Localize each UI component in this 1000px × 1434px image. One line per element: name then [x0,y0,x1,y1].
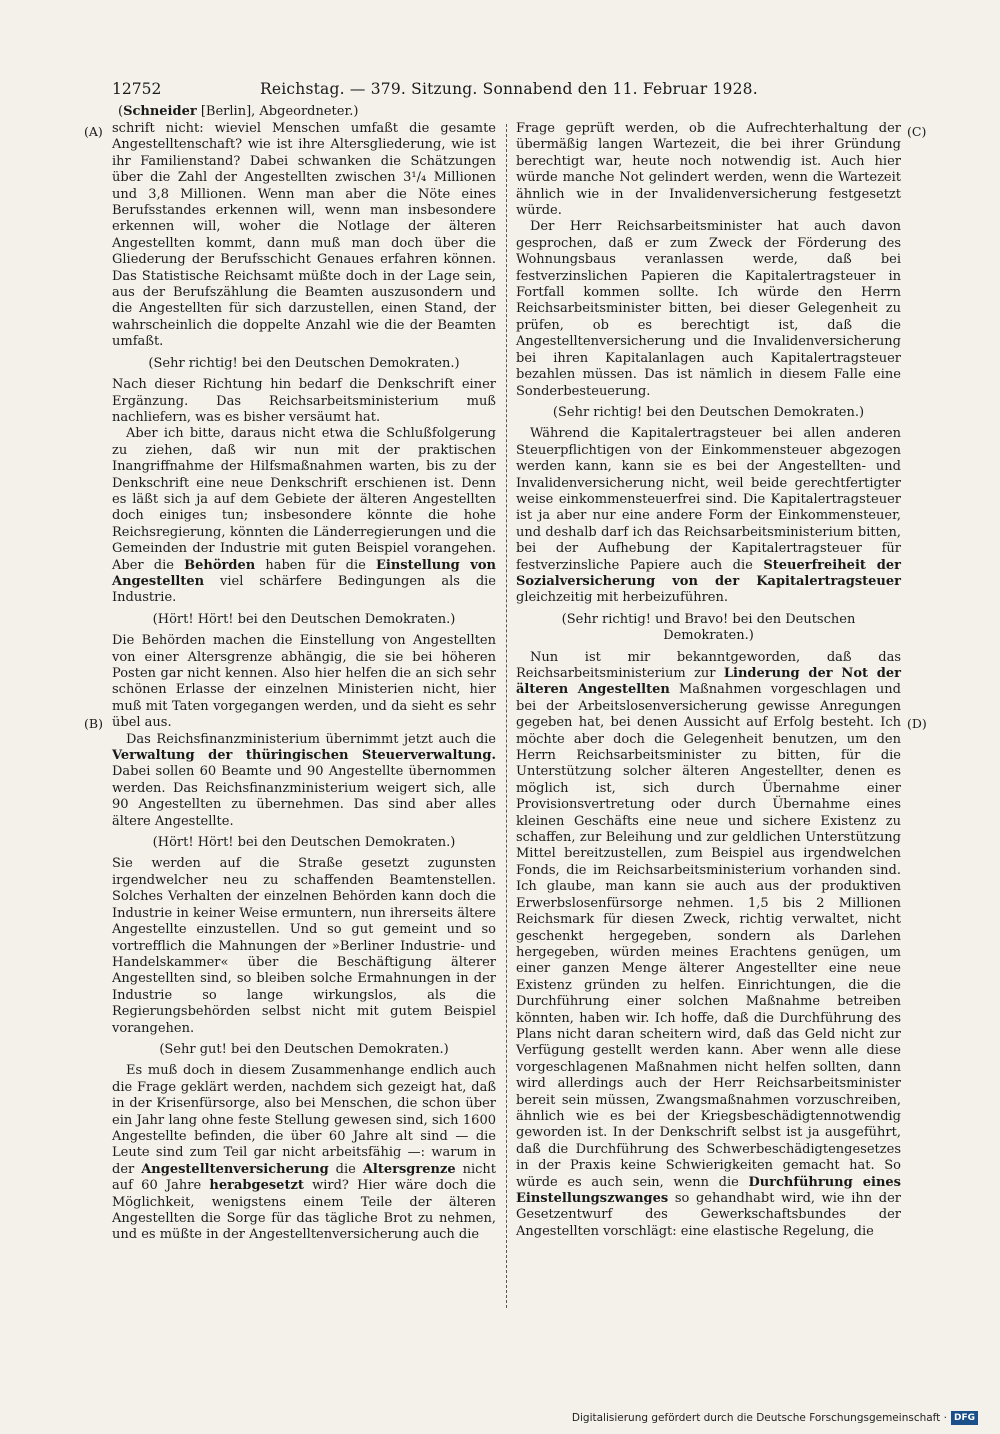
paragraph: Während die Kapitalertragsteuer bei allen anderen Steuerpflichtigen von der Einkommensteuer abgezogen werden kann, kann sie es bei der Angestellten- und Invalidenversicherung nicht, weil beide gerechtfertigter weise einkommensteuerfrei sind. Die Kapitalertragsteuer ist ja aber nur eine andere Form der Einkommensteuer, und deshalb darf ich das Reichsarbeitsministerium bitten, bei der Aufhebung der Kapitalertragsteuer für festverzinsliche Papiere auch die Steuerfreiheit der Sozialversicherung von der Kapitalertragsteuer gleichzeitig mit herbeizuführen. [516,426,901,606]
paragraph: Das Reichsfinanzministerium übernimmt jetzt auch die Verwaltung der thüringischen Steuerverwaltung. Dabei sollen 60 Beamte und 90 Angestellte übernommen werden. Das Reichsfinanzministerium weigert sich, alle 90 Angestellten zu übernehmen. Das sind aber alles ältere Angestellte. [112,731,496,829]
paragraph: Es muß doch in diesem Zusammenhange endlich auch die Frage geklärt werden, nachdem sich gezeigt hat, daß in der Krisenfürsorge, also bei Menschen, die schon über ein Jahr lang ohne feste Stellung gewesen sind, sich 1600 Angestellte befinden, die über 60 Jahre alt sind — die Leute sind zum Teil gar nicht arbeitsfähig —: warum in der Angestelltenversicherung die Altersgrenze nicht auf 60 Jahre herabgesetzt wird? Hier wäre doch die Möglichkeit, wenigstens einem Teile der älteren Angestellten die Sorge für das tägliche Brot zu nehmen, und es müßte in der Angestelltenversicherung auch die [112,1063,496,1243]
margin-marker-c: (C) [907,124,927,139]
speaker-affiliation: [Berlin], Abgeordneter.) [196,104,359,119]
paragraph: schrift nicht: wieviel Menschen umfaßt die gesamte Angestelltenschaft? wie ist ihre Altersgliederung, wie ist ihr Familienstand? Dabei schwanken die Schätzungen über die Zahl der Angestellten zwischen 3¹/₄ Millionen und 3,8 Millionen. Wenn man aber die Nöte eines Berufsstandes erkennen will, wenn man insbesondere erkennen will, woher die Notlage der älteren Angestellten kommt, dann muß man doch über die Gliederung der Berufsschicht Genaues erfahren können. Das Statistische Reichsamt müßte doch in der Lage sein, aus der Berufszählung die Beamten auszusondern und die Angestellten für sich darzustellen, einen Stand, der wahrscheinlich die doppelte Anzahl wie die der Beamten umfaßt. [112,121,496,350]
speaker-line: (Schneider [Berlin], Abgeordneter.) [118,104,359,119]
paragraph: Frage geprüft werden, ob die Aufrechterhaltung der übermäßig langen Wartezeit, die bei ihrer Gründung berechtigt war, heute noch notwendig ist. Auch hier würde manche Not gelindert werden, wenn die Wartezeit ähnlich wie in der Invalidenversicherung festgesetzt würde. [516,121,901,219]
left-column [112,121,496,1244]
dfg-logo: DFG [951,1411,978,1425]
paragraph: Nach dieser Richtung hin bedarf die Denkschrift einer Ergänzung. Das Reichsarbeitsministerium muß nachliefern, was es bisher versäumt hat. [112,377,496,425]
right-column [516,121,901,1240]
paragraph: Der Herr Reichsarbeitsminister hat auch davon gesprochen, daß er zum Zweck der Förderung des Wohnungsbaus veranlassen werde, daß bei festverzinslichen Papieren die Kapitalertragsteuer in Fortfall kommen sollte. Ich würde den Herrn Reichsarbeitsminister bitten, bei dieser Gelegenheit zu prüfen, ob es berechtigt ist, daß die Angestelltenversicherung und die Invalidenversicherung bei ihren Kapitalanlagen auch Kapitalertragsteuer bezahlen müssen. Das ist nämlich in diesem Falle eine Sonderbesteuerung. [516,219,901,399]
footer-credit: Digitalisierung gefördert durch die Deutsche Forschungsgemeinschaft · [571,1412,947,1424]
margin-marker-b: (B) [84,716,103,731]
page-number: 12752 [112,80,162,98]
interjection: (Sehr gut! bei den Deutschen Demokraten.) [159,1041,449,1057]
page-header [112,78,900,100]
interjection: (Sehr richtig! bei den Deutschen Demokraten.) [148,355,460,371]
paragraph: Die Behörden machen die Einstellung von Angestellten von einer Altersgrenze abhängig, die sie bei höheren Posten gar nicht kennen. Also hier helfen die an sich sehr schönen Erlasse der einzelnen Ministerien nicht, hier muß mit Taten vorgegangen werden, und da sieht es sehr übel aus. [112,633,496,731]
interjection: (Hört! Hört! bei den Deutschen Demokraten.) [152,835,456,851]
column-divider [506,124,507,1308]
paragraph: Sie werden auf die Straße gesetzt zugunsten irgendwelcher neu zu schaffenden Beamtenstellen. Solches Verhalten der einzelnen Behörden kann doch die Industrie in keiner Weise ermuntern, nun ihrerseits ältere Angestellte einzustellen. Und so gut gemeint und so vortrefflich die Mahnungen der »Berliner Industrie- und Handelskammer« über die Beschäftigung älterer Angestellten sind, so bleiben solche Ermahnungen in der Industrie so lange wirkungslos, als die Regierungsbehörden selbst nicht mit gutem Beispiel vorangehen. [112,856,496,1036]
interjection: (Hört! Hört! bei den Deutschen Demokraten.) [152,611,456,627]
interjection: (Sehr richtig! bei den Deutschen Demokraten.) [552,404,865,420]
running-title: Reichstag. — 379. Sitzung. Sonnabend den 11. Februar 1928. [260,80,758,98]
margin-marker-d: (D) [907,716,927,731]
margin-marker-a: (A) [84,124,103,139]
digitization-footer [572,1410,978,1426]
interjection: (Sehr richtig! und Bravo! bei den Deutschen Demokraten.) [561,611,856,644]
speaker-name: Schneider [123,104,197,119]
paragraph: Aber ich bitte, daraus nicht etwa die Schlußfolgerung zu ziehen, daß wir nun mit der praktischen Inangriffnahme der Hilfsmaßnahmen warten, bis zu der Denkschrift eine neue Denkschrift erschienen ist. Denn es läßt sich ja auf dem Gebiete der älteren Angestellten doch einiges tun; insbesondere könnte die hohe Reichsregierung, könnten die Länderregierungen und die Gemeinden der Industrie mit guten Beispiel vorangehen. Aber die Behörden haben für die Einstellung von Angestellten viel schärfere Bedingungen als die Industrie. [112,426,496,606]
paragraph: Nun ist mir bekanntgeworden, daß das Reichsarbeitsministerium zur Linderung der Not der älteren Angestellten Maßnahmen vorgeschlagen und bei der Arbeitslosenversicherung gewisse Anregungen gegeben hat, bei denen Aussicht auf Erfolg besteht. Ich möchte aber doch die Gelegenheit benutzen, um den Herrn Reichsarbeitsminister zu bitten, für die Unterstützung solcher älteren Angestellter, denen es möglich ist, sich durch Übernahme einer Provisionsvertretung oder durch Übernahme eines kleinen Geschäfts eine neue und sichere Existenz zu schaffen, zur Beleihung und zur geldlichen Unterstützung Mittel bereitzustellen, zum Beispiel aus irgendwelchen Fonds, die im Reichsarbeitsministerium vorhanden sind. Ich glaube, man kann sie auch aus der produktiven Erwerbslosenfürsorge nehmen. 1,5 bis 2 Millionen Reichsmark für diesen Zweck, richtig verwaltet, nicht geschenkt hergegeben, sondern als Darlehen hergegeben, würden meines Erachtens genügen, um einer ganzen Menge älterer Angestellter eine neue Existenz gründen zu helfen. Einrichtungen, die die Durchführung einer solchen Maßnahme betreiben könnten, haben wir. Ich hoffe, daß die Durchführung des Plans nicht daran scheitern wird, daß das Geld nicht zur Verfügung gestellt werden kann. Aber wenn alle diese vorgeschlagenen Maßnahmen nicht helfen sollten, dann wird allerdings auch der Herr Reichsarbeitsminister bereit sein müssen, Zwangsmaßnahmen vorzuschreiben, ähnlich wie es bei der Kriegsbeschädigtennotwendig geworden ist. In der Denkschrift selbst ist ja ausgeführt, daß die Durchführung des Schwerbeschädigtengesetzes in der Praxis keine Schwierigkeiten gemacht hat. So würde es auch sein, wenn die Durchführung eines Einstellungszwanges so gehandhabt wird, wie ihn der Gesetzentwurf des Gewerkschaftsbundes der Angestellten vorschlägt: eine elastische Regelung, die [516,649,901,1239]
